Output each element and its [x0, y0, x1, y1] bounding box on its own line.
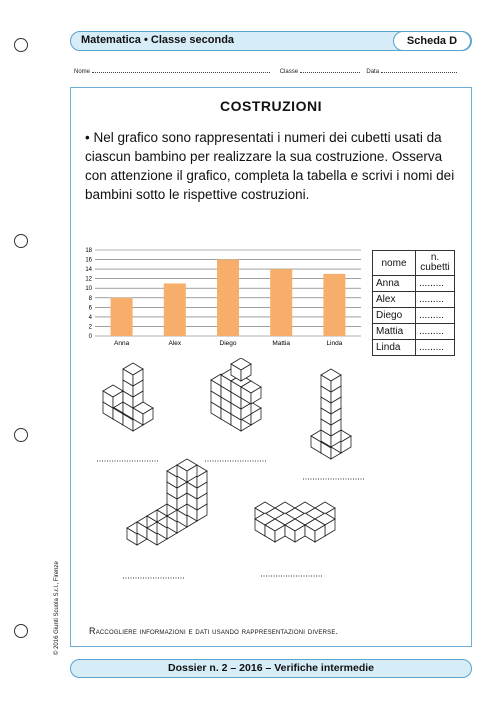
y-tick-label: 2: [88, 324, 92, 331]
table-cell-count[interactable]: .........: [416, 324, 455, 340]
y-tick-label: 10: [85, 286, 92, 293]
class-field[interactable]: [300, 67, 360, 73]
table-row: [373, 324, 455, 340]
x-tick-label: Alex: [168, 340, 182, 347]
name-label: Nome: [74, 69, 91, 75]
x-tick-label: Anna: [114, 340, 130, 347]
table-row: [373, 276, 455, 292]
y-tick-label: 16: [85, 257, 92, 264]
worksheet-frame: [70, 87, 472, 647]
table-cell-name: Alex: [373, 292, 416, 308]
binder-hole: [14, 624, 28, 638]
header-bar: [70, 31, 472, 51]
footer-bar: Dossier n. 2 – 2016 – Verifiche intermedie: [70, 659, 472, 678]
y-tick-label: 8: [88, 295, 92, 302]
chart-bar: [323, 274, 345, 336]
y-tick-label: 14: [85, 267, 92, 274]
chart-bar: [164, 283, 186, 336]
x-tick-label: Linda: [326, 340, 343, 347]
table-cell-count[interactable]: .........: [416, 340, 455, 356]
chart-bar: [217, 260, 239, 336]
table-row: [373, 308, 455, 324]
construction-2: [211, 358, 261, 431]
y-tick-label: 0: [88, 334, 92, 340]
chart-bar: [270, 269, 292, 336]
task-description: Raccogliere informazioni e dati usando rappresentazioni diverse.: [89, 626, 339, 636]
table-cell-name: Diego: [373, 308, 416, 324]
y-tick-label: 4: [88, 314, 92, 321]
table-row: [373, 292, 455, 308]
table-cell-name: Linda: [373, 340, 416, 356]
student-info-row: [74, 67, 457, 75]
table-cell-name: Anna: [373, 276, 416, 292]
table-cell-count[interactable]: .........: [416, 308, 455, 324]
x-tick-label: Diego: [219, 340, 237, 347]
table-cell-name: Mattia: [373, 324, 416, 340]
binder-hole: [14, 428, 28, 442]
cube-constructions: [71, 358, 471, 588]
y-tick-label: 12: [85, 276, 92, 283]
page-title: COSTRUZIONI: [220, 98, 322, 114]
chart-bar: [111, 298, 133, 336]
y-tick-label: 18: [85, 248, 92, 254]
y-tick-label: 6: [88, 305, 92, 312]
construction-3: [311, 369, 351, 459]
table-cell-count[interactable]: .........: [416, 276, 455, 292]
scheda-label: Scheda D: [393, 31, 471, 51]
class-label: Classe: [279, 69, 299, 75]
date-field[interactable]: [381, 67, 457, 73]
binder-hole: [14, 38, 28, 52]
table-header-count: n. cubetti: [416, 251, 455, 276]
table-cell-count[interactable]: .........: [416, 292, 455, 308]
construction-4: [127, 459, 207, 545]
binder-hole: [14, 234, 28, 248]
copyright-text: © 2016 Giunti Scuola S.r.l., Firenze: [54, 561, 60, 655]
subject-label: Matematica • Classe seconda: [81, 34, 235, 46]
date-label: Data: [366, 69, 380, 75]
table-row: [373, 340, 455, 356]
x-tick-label: Mattia: [272, 340, 291, 347]
construction-5: [255, 502, 335, 542]
bar-chart: [73, 244, 365, 352]
data-table: [372, 250, 455, 356]
table-header-name: nome: [373, 251, 416, 276]
construction-1: [103, 363, 153, 431]
instruction-text: • Nel grafico sono rappresentati i numeri dei cubetti usati da ciascun bambino per realizzare la sua costruzione. Osserva con attenzione il grafico, completa la tabella e scrivi i nomi dei bambini sotto le rispettive costruzioni.: [85, 130, 455, 202]
name-field[interactable]: [92, 67, 270, 73]
